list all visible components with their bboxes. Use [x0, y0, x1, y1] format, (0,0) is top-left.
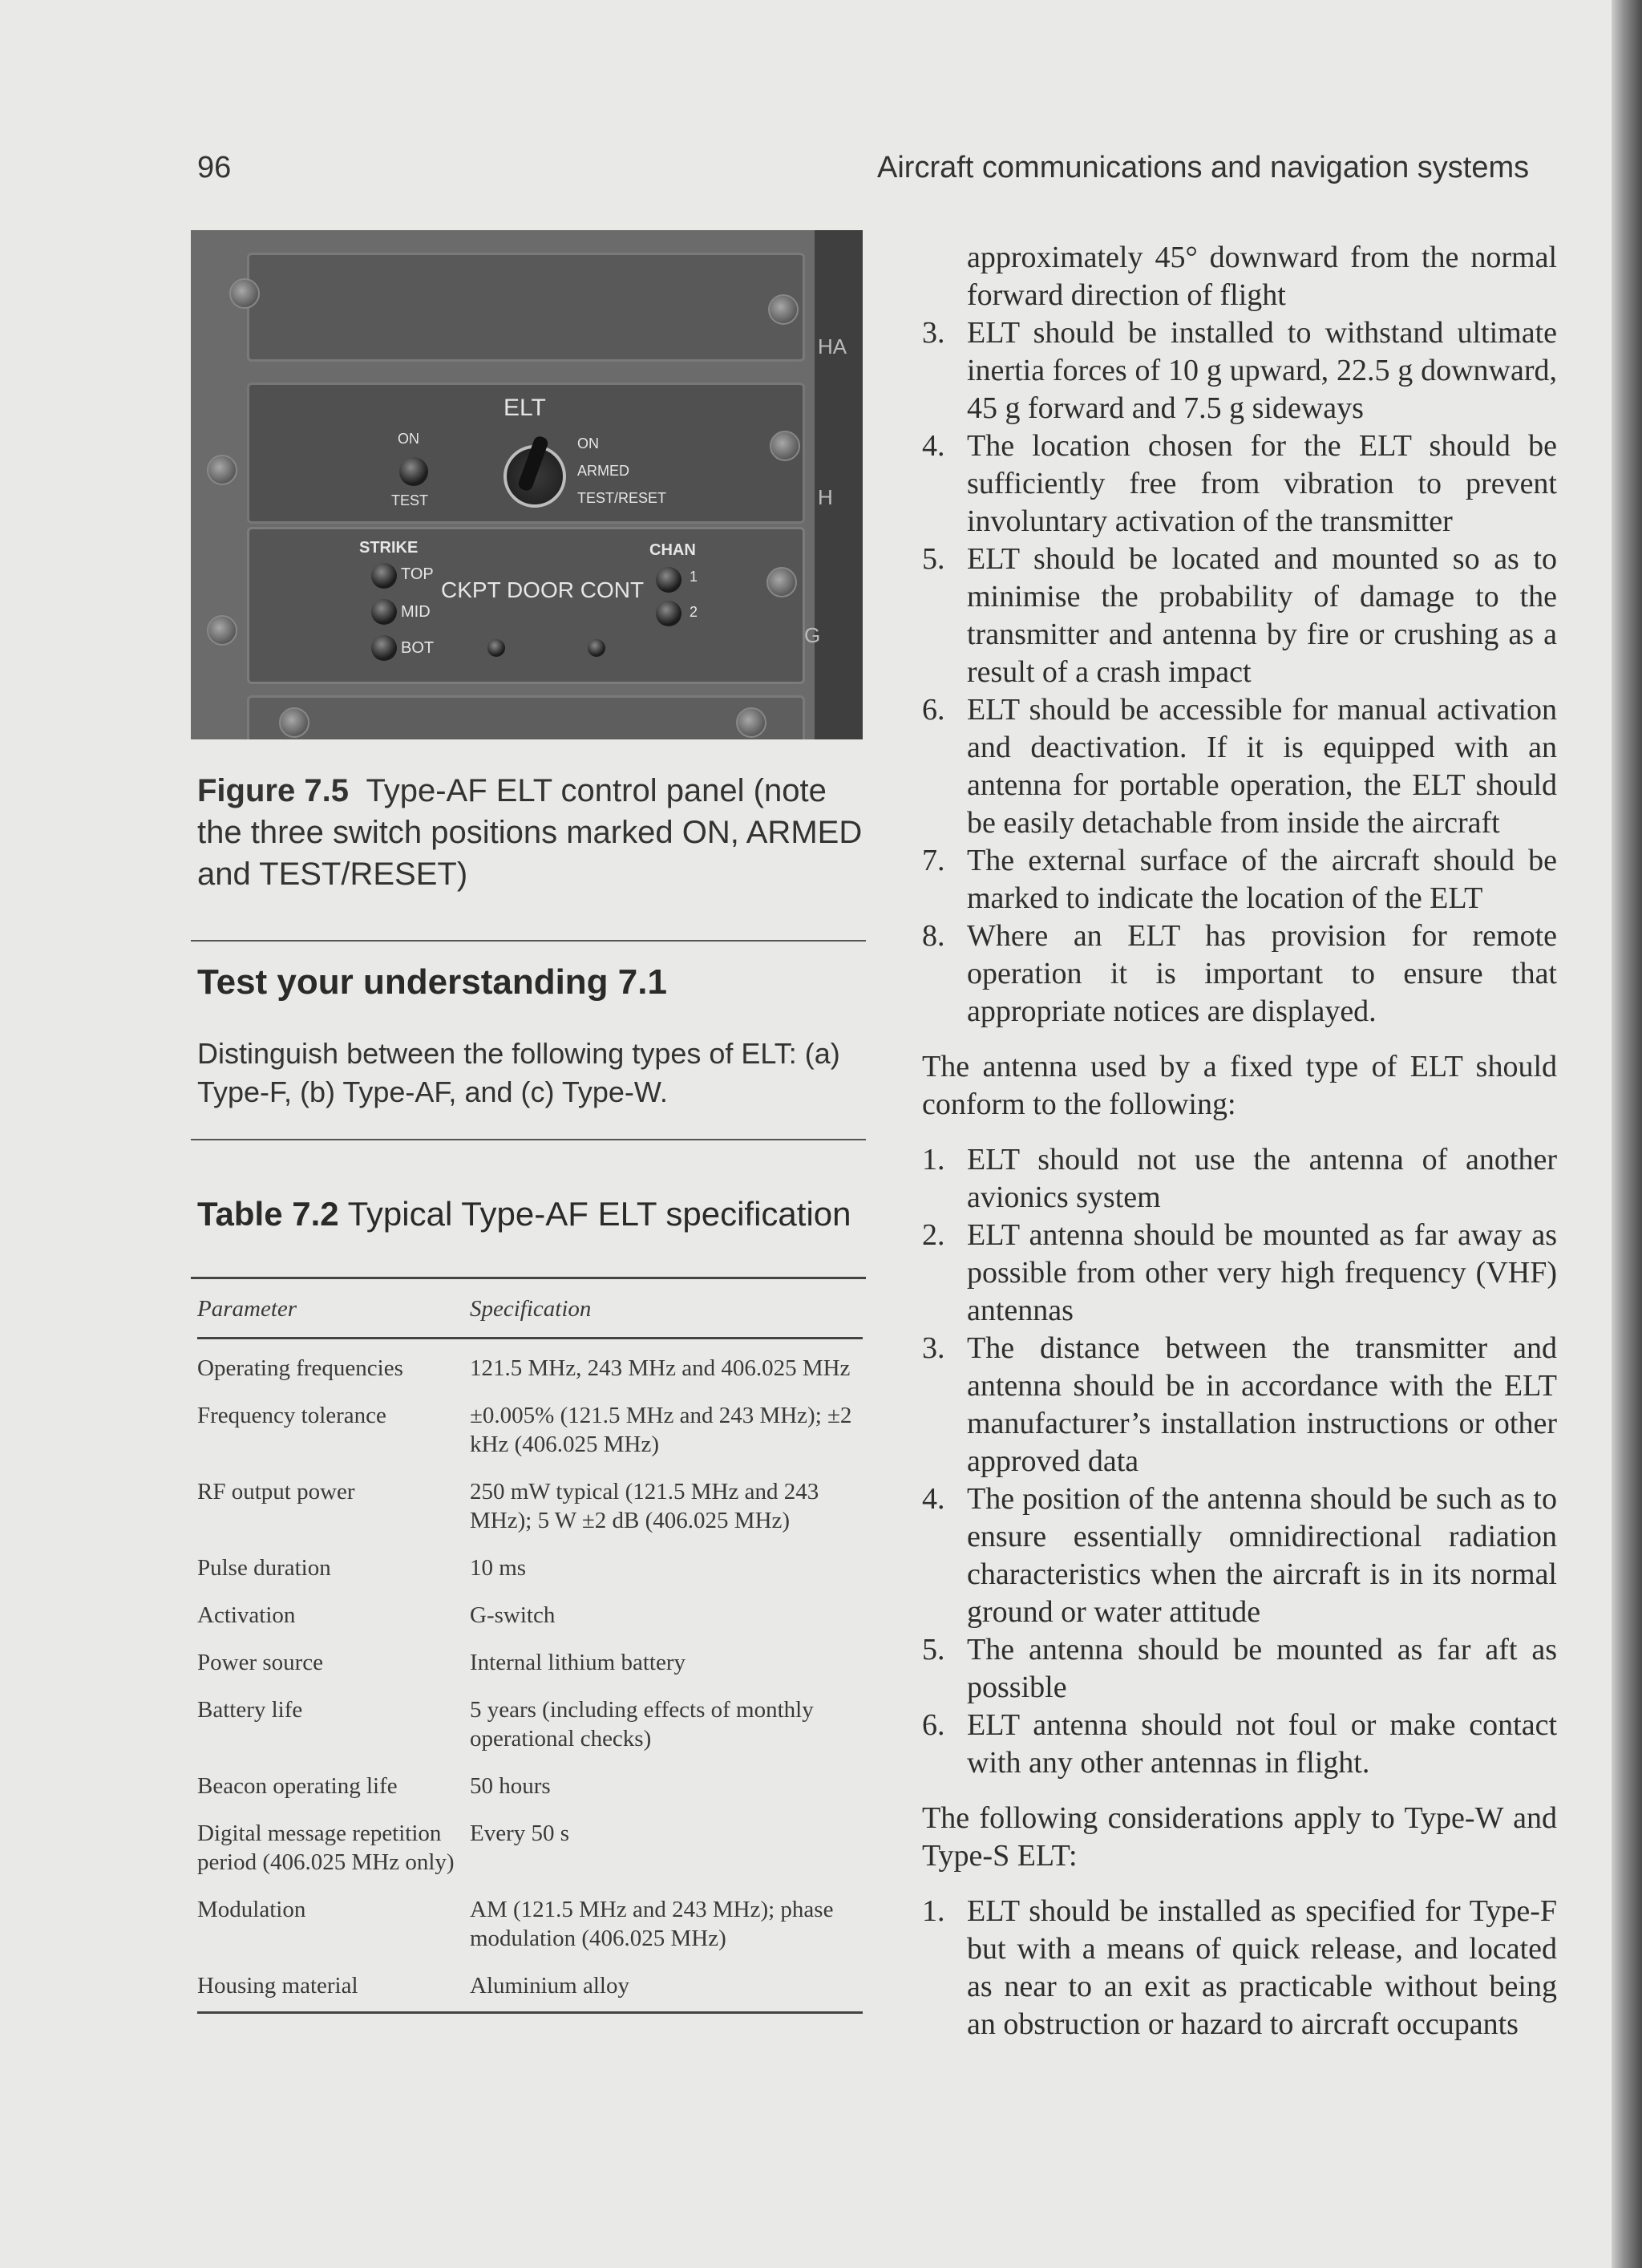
- on-label-left: ON: [398, 431, 419, 447]
- parameter-cell: Battery life: [197, 1697, 303, 1723]
- table-row: [197, 1594, 863, 1641]
- right-column: [922, 239, 1557, 2043]
- list-item-text: ELT should be installed to withstand ultimate inertia forces of 10 g upward, 22.5 g downward, 45 g forward and 7.5 g sideways: [967, 316, 1557, 425]
- chan-1-indicator: [656, 567, 681, 593]
- bot-indicator: [371, 635, 397, 661]
- screw: [736, 707, 766, 738]
- list-item-text: The position of the antenna should be such as to ensure essentially omnidirectional radiation characteristics when the aircraft is in its normal ground or water attitude: [967, 1482, 1557, 1629]
- box-top-rule: [191, 940, 866, 942]
- screw: [770, 431, 800, 461]
- cockpit-door-panel: [247, 527, 805, 684]
- list-item-text: The location chosen for the ELT should be sufficiently free from vibration to prevent involuntary activation of the transmitter: [967, 429, 1557, 538]
- list-item-text: ELT should be located and mounted so as to minimise the probability of damage to the transmitter and antenna by fire or crushing as a result of a crash impact: [967, 542, 1557, 689]
- specification-cell: Every 50 s: [470, 1820, 570, 1846]
- list-number: 6.: [922, 693, 945, 727]
- parameter-cell: Digital message repetition period (406.025 MHz only): [197, 1820, 455, 1875]
- list-item: [922, 1631, 1557, 1707]
- mid-indicator: [371, 599, 397, 625]
- figure-caption-text: Type-AF ELT control panel (note the three switch positions marked ON, ARMED and TEST/RESET): [197, 773, 863, 892]
- ckpt-door-cont-label: CKPT DOOR CONT: [441, 577, 645, 602]
- top-indicator: [371, 563, 397, 589]
- table-row: [197, 1812, 863, 1888]
- list-number: 6.: [922, 1708, 945, 1742]
- list-item: [922, 1217, 1557, 1330]
- list-number: 5.: [922, 542, 945, 576]
- test-box-title: Test your understanding 7.1: [197, 962, 667, 1002]
- top-label: TOP: [401, 565, 434, 583]
- chan-2-indicator: [656, 601, 681, 626]
- list-item-text: ELT should be accessible for manual activation and deactivation. If it is equipped with an antenna for portable operation, the ELT should be easily detachable from inside the aircraft: [967, 693, 1557, 840]
- chan-1-label: 1: [690, 569, 698, 585]
- parameter-cell: Power source: [197, 1650, 324, 1675]
- chan-label: CHAN: [649, 541, 696, 559]
- screw: [229, 278, 260, 309]
- bot-label: BOT: [401, 639, 435, 657]
- specification-cell: G-switch: [470, 1602, 556, 1628]
- specification-cell: Internal lithium battery: [470, 1650, 686, 1675]
- list-number: 3.: [922, 316, 945, 350]
- panel-fastener: [487, 639, 505, 657]
- table-row: [197, 1394, 863, 1470]
- side-label-h: H: [818, 485, 833, 509]
- list-number: 1.: [922, 1143, 945, 1177]
- specification-cell: ±0.005% (121.5 MHz and 243 MHz); ±2 kHz (406.025 MHz): [470, 1403, 852, 1457]
- parameter-cell: Operating frequencies: [197, 1355, 403, 1381]
- strike-label: STRIKE: [359, 539, 419, 557]
- box-bottom-rule: [191, 1139, 866, 1140]
- list-number: 5.: [922, 1633, 945, 1667]
- table-row: [197, 1546, 863, 1594]
- elt-label: ELT: [504, 395, 546, 421]
- specification-cell: 50 hours: [470, 1773, 551, 1799]
- list-item: [922, 1330, 1557, 1480]
- upper-blank-panel: [247, 253, 805, 362]
- list-item: [922, 1707, 1557, 1782]
- running-title: Aircraft communications and navigation systems: [877, 151, 1530, 184]
- specification-cell: 121.5 MHz, 243 MHz and 406.025 MHz: [470, 1355, 851, 1381]
- parameter-cell: Activation: [197, 1602, 296, 1628]
- list-item: [922, 917, 1557, 1031]
- list-item-text: approximately 45° downward from the normal forward direction of flight: [967, 241, 1557, 312]
- lower-blank-panel: [247, 695, 805, 739]
- column-header: Specification: [470, 1290, 863, 1339]
- list-item-text: ELT antenna should be mounted as far away as possible from other very high frequency (VHF) antennas: [967, 1218, 1557, 1327]
- parameter-cell: Beacon operating life: [197, 1773, 398, 1799]
- list-item: [922, 1893, 1557, 2043]
- list-number: 2.: [922, 1218, 945, 1252]
- test-button: [399, 457, 428, 486]
- list-item: [922, 314, 1557, 427]
- list-item-text: ELT should not use the antenna of another avionics system: [967, 1143, 1557, 1214]
- list-item-text: Where an ELT has provision for remote operation it is important to ensure that appropriate notices are displayed.: [967, 919, 1557, 1028]
- test-box-body: Distinguish between the following types of ELT: (a) Type-F, (b) Type-AF, and (c) Type-W.: [197, 1037, 840, 1108]
- table-row: [197, 1339, 863, 1395]
- paragraph-type-w: The following considerations apply to Type-W and Type-S ELT:: [922, 1801, 1557, 1873]
- table-row: [197, 1888, 863, 1964]
- chan-2-label: 2: [690, 604, 698, 620]
- page-number: 96: [197, 151, 232, 184]
- table-row: [197, 1641, 863, 1688]
- table-header-row: [197, 1290, 863, 1339]
- list-item: [922, 239, 1557, 314]
- page-edge-shadow: [1612, 0, 1642, 2268]
- list-item: [922, 1141, 1557, 1217]
- list-number: 4.: [922, 429, 945, 463]
- table-row: [197, 1470, 863, 1546]
- parameter-cell: Pulse duration: [197, 1555, 331, 1581]
- parameter-cell: Modulation: [197, 1897, 306, 1922]
- screw: [207, 455, 237, 485]
- list-item-text: ELT should be installed as specified for Type-F but with a means of quick release, and located as near to an exit as practicable without being an obstruction or hazard to aircraft occupants: [967, 1894, 1557, 2041]
- armed-label: ARMED: [577, 463, 630, 479]
- figure-caption: [197, 770, 863, 895]
- list-item: [922, 1480, 1557, 1631]
- table-label: Table 7.2: [197, 1195, 339, 1233]
- side-label-ha: HA: [818, 334, 847, 358]
- test-label: TEST: [391, 492, 429, 508]
- screw: [768, 294, 799, 325]
- list-number: 4.: [922, 1482, 945, 1516]
- table-row: [197, 1964, 863, 2013]
- column-header: Parameter: [197, 1290, 470, 1339]
- list-item: [922, 691, 1557, 842]
- list-item-text: The antenna should be mounted as far aft as possible: [967, 1633, 1557, 1704]
- table-row: [197, 1764, 863, 1812]
- screw: [207, 615, 237, 646]
- list-number: 7.: [922, 844, 945, 877]
- table-top-rule: [191, 1277, 866, 1279]
- screw: [279, 707, 309, 738]
- list-item: [922, 842, 1557, 917]
- specification-cell: Aluminium alloy: [470, 1964, 863, 2013]
- panel-fastener: [588, 639, 605, 657]
- list-number: 8.: [922, 919, 945, 953]
- on-label-right: ON: [577, 435, 599, 452]
- list-item: [922, 541, 1557, 691]
- list-item-text: The distance between the transmitter and antenna should be in accordance with the ELT manufacturer’s installation instructions or other approved data: [967, 1331, 1557, 1478]
- list-number: 1.: [922, 1894, 945, 1928]
- elt-panel-photo: [191, 230, 863, 739]
- spec-table: [197, 1290, 863, 2014]
- list-number: 3.: [922, 1331, 945, 1365]
- paragraph-antenna: The antenna used by a fixed type of ELT should conform to the following:: [922, 1050, 1557, 1121]
- side-label-g: G: [804, 623, 821, 647]
- specification-cell: AM (121.5 MHz and 243 MHz); phase modulation (406.025 MHz): [470, 1897, 834, 1951]
- table-title: [197, 1195, 851, 1233]
- table-title-text: Typical Type-AF ELT specification: [347, 1195, 851, 1233]
- parameter-cell: RF output power: [197, 1479, 355, 1505]
- mid-label: MID: [401, 603, 431, 621]
- specification-cell: 10 ms: [470, 1555, 527, 1581]
- list-item-text: The external surface of the aircraft should be marked to indicate the location of the ELT: [967, 844, 1557, 915]
- table-row: [197, 1688, 863, 1764]
- specification-cell: 5 years (including effects of monthly operational checks): [470, 1697, 814, 1752]
- screw: [766, 567, 797, 597]
- list-item: [922, 427, 1557, 541]
- test-reset-label: TEST/RESET: [577, 490, 667, 506]
- figure-label: Figure 7.5: [197, 773, 349, 808]
- specification-cell: 250 mW typical (121.5 MHz and 243 MHz); 5 W ±2 dB (406.025 MHz): [470, 1479, 819, 1533]
- parameter-cell: Frequency tolerance: [197, 1403, 386, 1428]
- parameter-cell: Housing material: [197, 1964, 470, 2013]
- list-item-text: ELT antenna should not foul or make contact with any other antennas in flight.: [967, 1708, 1557, 1780]
